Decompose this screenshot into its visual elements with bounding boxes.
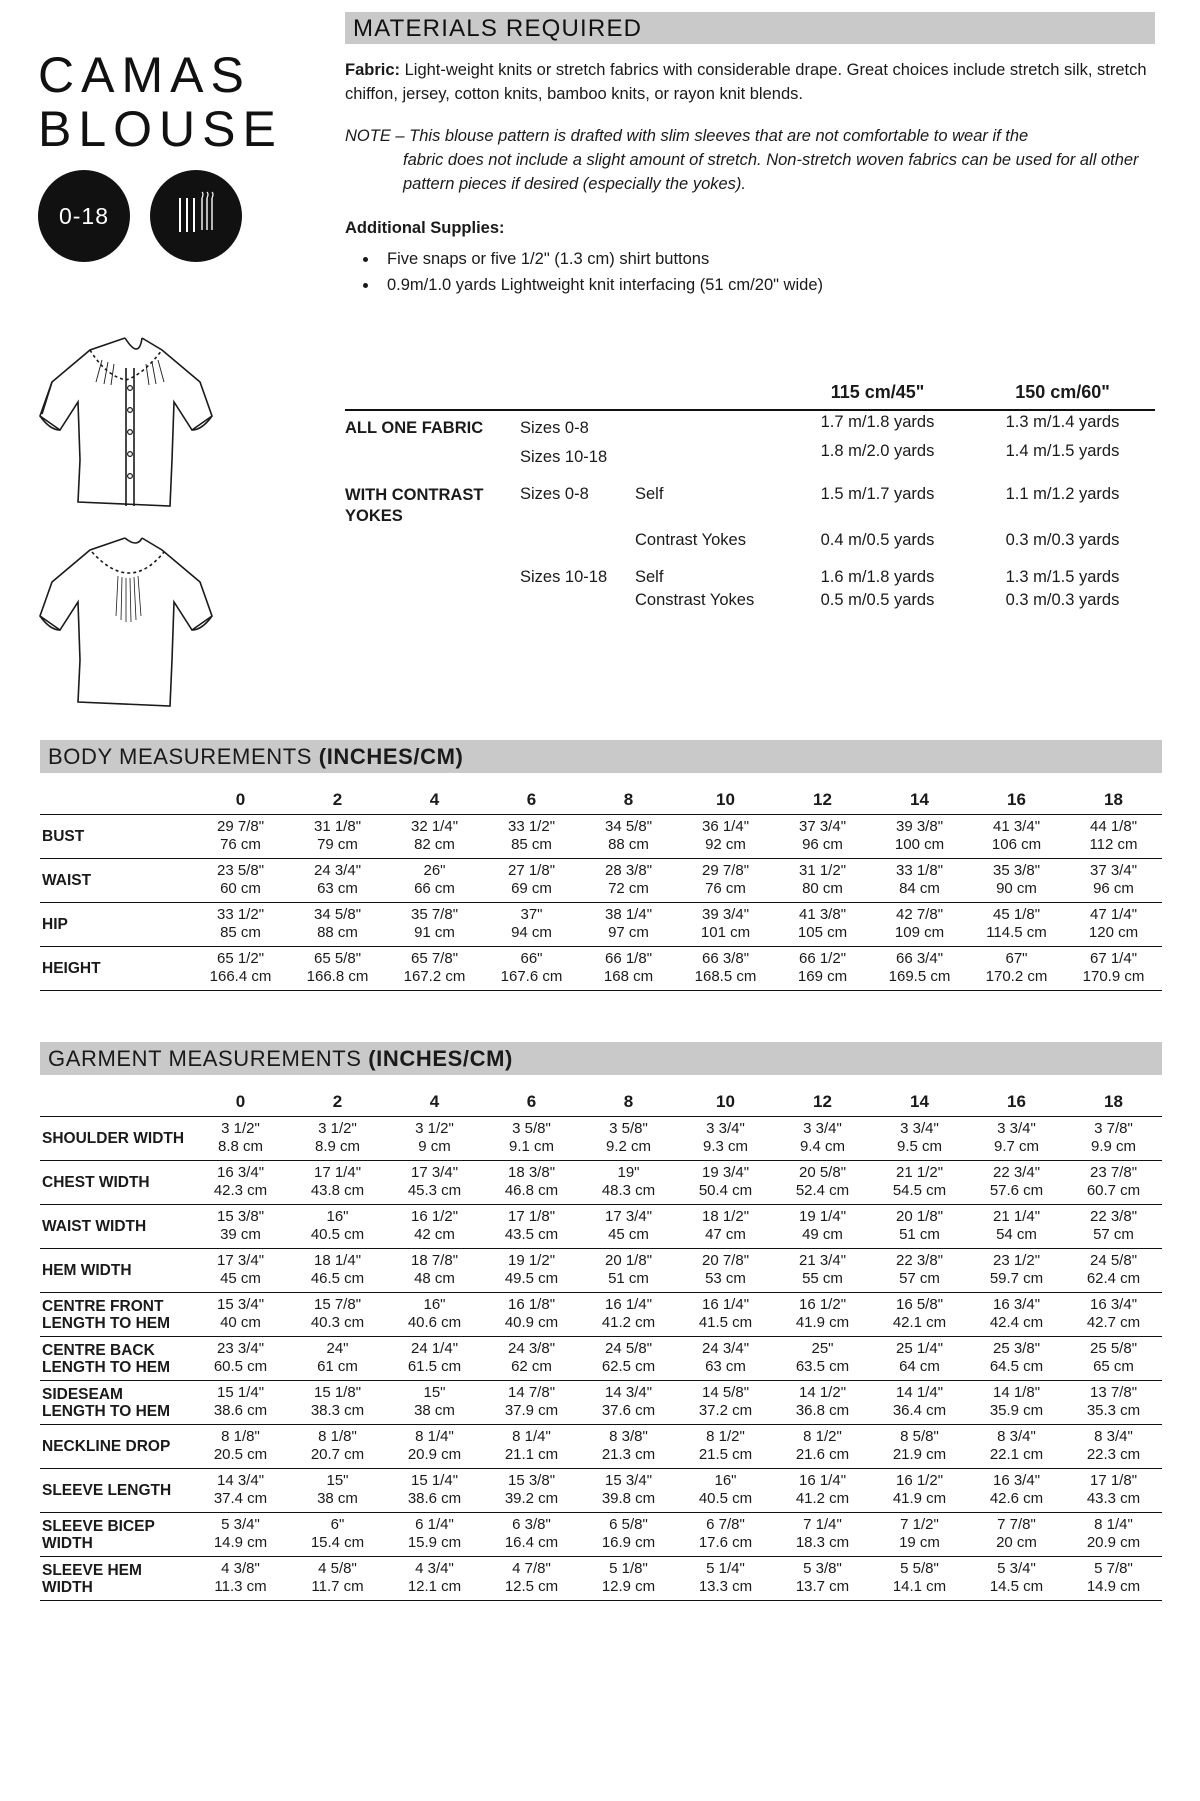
table-row: [345, 529, 1155, 552]
measurement-cell: 18 1/4" 46.5 cm: [289, 1249, 386, 1293]
measurement-cell: 16 1/4" 41.2 cm: [580, 1293, 677, 1337]
body-measurements-heading: [40, 740, 1162, 770]
measurement-cell: 17 3/4" 45 cm: [580, 1205, 677, 1249]
yardage-115: 1.7 m/1.8 yards: [785, 410, 970, 440]
measurement-cell: 25 1/4" 64 cm: [871, 1337, 968, 1381]
measurement-cell: 20 7/8" 53 cm: [677, 1249, 774, 1293]
measurement-cell: 38 1/4" 97 cm: [580, 903, 677, 947]
measurement-row-label: SLEEVE BICEP WIDTH: [40, 1513, 192, 1557]
measurement-cell: 7 7/8" 20 cm: [968, 1513, 1065, 1557]
size-header: 14: [910, 1092, 929, 1111]
measurement-cell: 34 5/8" 88 cm: [289, 903, 386, 947]
measurement-cell: 29 7/8" 76 cm: [677, 859, 774, 903]
yardage-kind: Contrast Yokes: [635, 531, 746, 549]
measurement-cell: 8 1/2" 21.5 cm: [677, 1425, 774, 1469]
measurement-row-label: CENTRE FRONT LENGTH TO HEM: [40, 1293, 192, 1337]
measurement-row-label: NECKLINE DROP: [40, 1425, 192, 1469]
measurement-cell: 3 3/4" 9.3 cm: [677, 1117, 774, 1161]
yardage-115: 0.5 m/0.5 yards: [820, 591, 935, 609]
table-row: [40, 1161, 1162, 1205]
measurement-cell: 25 3/8" 64.5 cm: [968, 1337, 1065, 1381]
measurement-cell: 3 1/2" 9 cm: [386, 1117, 483, 1161]
yardage-sizes: Sizes 0-8: [520, 410, 635, 440]
measurement-cell: 16" 40.5 cm: [677, 1469, 774, 1513]
garment-measurements-heading-units: (INCHES/CM): [368, 1046, 513, 1071]
measurement-cell: 8 1/4" 21.1 cm: [483, 1425, 580, 1469]
size-header: 2: [332, 790, 343, 809]
body-measurements-band: [40, 740, 1162, 773]
measurement-cell: 28 3/8" 72 cm: [580, 859, 677, 903]
measurement-cell: 16 3/4" 42.7 cm: [1065, 1293, 1162, 1337]
size-header: 6: [526, 1092, 537, 1111]
measurement-cell: 16 1/2" 41.9 cm: [774, 1293, 871, 1337]
size-header: 18: [1104, 1092, 1123, 1111]
measurement-cell: 13 7/8" 35.3 cm: [1065, 1381, 1162, 1425]
measurement-cell: 18 7/8" 48 cm: [386, 1249, 483, 1293]
measurement-cell: 15 3/8" 39 cm: [192, 1205, 289, 1249]
measurement-cell: 6" 15.4 cm: [289, 1513, 386, 1557]
size-header: 0: [235, 1092, 246, 1111]
measurement-cell: 3 7/8" 9.9 cm: [1065, 1117, 1162, 1161]
measurement-cell: 45 1/8" 114.5 cm: [968, 903, 1065, 947]
table-row: [40, 1117, 1162, 1161]
yardage-row-label: WITH CONTRAST YOKES: [345, 486, 484, 525]
measurement-cell: 8 1/2" 21.6 cm: [774, 1425, 871, 1469]
table-row: [40, 815, 1162, 859]
measurement-cell: 35 7/8" 91 cm: [386, 903, 483, 947]
measurement-cell: 66 3/4" 169.5 cm: [871, 947, 968, 991]
measurement-cell: 6 5/8" 16.9 cm: [580, 1513, 677, 1557]
size-range-badge: [38, 170, 130, 262]
garment-size-header-row: [40, 1087, 1162, 1117]
measurement-cell: 42 7/8" 109 cm: [871, 903, 968, 947]
brand-title: [38, 48, 308, 156]
yardage-row-label: ALL ONE FABRIC: [345, 410, 520, 440]
measurement-cell: 15 7/8" 40.3 cm: [289, 1293, 386, 1337]
table-row: [40, 1469, 1162, 1513]
garment-measurements-body: [40, 1117, 1162, 1601]
brand-line-2: BLOUSE: [38, 101, 283, 157]
table-row: [40, 1381, 1162, 1425]
measurement-cell: 16 1/2" 42 cm: [386, 1205, 483, 1249]
measurement-cell: 15 1/8" 38.3 cm: [289, 1381, 386, 1425]
measurement-cell: 37 3/4" 96 cm: [1065, 859, 1162, 903]
measurement-cell: 16 3/4" 42.6 cm: [968, 1469, 1065, 1513]
note-first-line: NOTE – This blouse pattern is drafted with slim sleeves that are not comfortable to wear if the: [345, 127, 1029, 145]
measurement-cell: 7 1/2" 19 cm: [871, 1513, 968, 1557]
measurement-cell: 17 1/4" 43.8 cm: [289, 1161, 386, 1205]
yardage-150: 1.4 m/1.5 yards: [1005, 442, 1120, 460]
fabric-label: Fabric:: [345, 61, 401, 79]
measurement-cell: 14 1/2" 36.8 cm: [774, 1381, 871, 1425]
size-header: 0: [235, 790, 246, 809]
table-row: [40, 1293, 1162, 1337]
measurement-row-label: BUST: [40, 815, 192, 859]
measurement-cell: 27 1/8" 69 cm: [483, 859, 580, 903]
measurement-cell: 21 1/4" 54 cm: [968, 1205, 1065, 1249]
measurement-cell: 8 3/8" 21.3 cm: [580, 1425, 677, 1469]
measurement-row-label: HIP: [40, 903, 192, 947]
measurement-cell: 17 1/8" 43.3 cm: [1065, 1469, 1162, 1513]
yardage-sizes: Sizes 10-18: [520, 568, 608, 586]
measurement-cell: 19 1/2" 49.5 cm: [483, 1249, 580, 1293]
measurement-cell: 47 1/4" 120 cm: [1065, 903, 1162, 947]
garment-measurements-band: [40, 1042, 1162, 1075]
measurement-cell: 67 1/4" 170.9 cm: [1065, 947, 1162, 991]
measurement-row-label: SLEEVE LENGTH: [40, 1469, 192, 1513]
measurement-cell: 24 3/4" 63 cm: [677, 1337, 774, 1381]
measurement-row-label: SLEEVE HEM WIDTH: [40, 1557, 192, 1601]
measurement-cell: 21 1/2" 54.5 cm: [871, 1161, 968, 1205]
measurement-cell: 5 5/8" 14.1 cm: [871, 1557, 968, 1601]
measurement-cell: 6 7/8" 17.6 cm: [677, 1513, 774, 1557]
measurement-cell: 15 1/4" 38.6 cm: [386, 1469, 483, 1513]
measurement-cell: 15" 38 cm: [386, 1381, 483, 1425]
measurement-cell: 8 3/4" 22.3 cm: [1065, 1425, 1162, 1469]
measurement-cell: 39 3/8" 100 cm: [871, 815, 968, 859]
size-header: 18: [1104, 790, 1123, 809]
measurement-cell: 39 3/4" 101 cm: [677, 903, 774, 947]
yardage-150: 0.3 m/0.3 yards: [1005, 591, 1120, 609]
measurement-cell: 33 1/2" 85 cm: [192, 903, 289, 947]
measurement-cell: 20 1/8" 51 cm: [580, 1249, 677, 1293]
yardage-table: [345, 380, 1155, 612]
measurement-cell: 22 3/8" 57 cm: [871, 1249, 968, 1293]
measurement-cell: 15 3/4" 39.8 cm: [580, 1469, 677, 1513]
measurement-cell: 18 1/2" 47 cm: [677, 1205, 774, 1249]
measurement-cell: 8 1/4" 20.9 cm: [1065, 1513, 1162, 1557]
measurement-cell: 31 1/8" 79 cm: [289, 815, 386, 859]
measurement-cell: 14 7/8" 37.9 cm: [483, 1381, 580, 1425]
yardage-150: 1.3 m/1.4 yards: [970, 410, 1155, 440]
measurement-cell: 17 1/8" 43.5 cm: [483, 1205, 580, 1249]
yardage-kind: Self: [635, 568, 664, 586]
measurement-cell: 16 1/4" 41.5 cm: [677, 1293, 774, 1337]
yardage-kind: Constrast Yokes: [635, 591, 755, 609]
measurement-cell: 7 1/4" 18.3 cm: [774, 1513, 871, 1557]
measurement-cell: 22 3/4" 57.6 cm: [968, 1161, 1065, 1205]
measurement-row-label: CHEST WIDTH: [40, 1161, 192, 1205]
measurement-cell: 4 7/8" 12.5 cm: [483, 1557, 580, 1601]
size-header: 8: [623, 1092, 634, 1111]
yardage-150: 0.3 m/0.3 yards: [1005, 531, 1120, 549]
size-header: 4: [429, 1092, 440, 1111]
measurement-cell: 19 3/4" 50.4 cm: [677, 1161, 774, 1205]
yardage-115: 0.4 m/0.5 yards: [820, 531, 935, 549]
size-header: 14: [910, 790, 929, 809]
size-header: 6: [526, 790, 537, 809]
measurement-cell: 19" 48.3 cm: [580, 1161, 677, 1205]
measurement-cell: 3 3/4" 9.4 cm: [774, 1117, 871, 1161]
measurement-cell: 3 1/2" 8.9 cm: [289, 1117, 386, 1161]
measurement-cell: 15 3/4" 40 cm: [192, 1293, 289, 1337]
measurement-cell: 17 3/4" 45.3 cm: [386, 1161, 483, 1205]
table-row: [40, 859, 1162, 903]
measurement-cell: 22 3/8" 57 cm: [1065, 1205, 1162, 1249]
yardage-sizes: Sizes 10-18: [520, 448, 608, 466]
measurement-row-label: WAIST: [40, 859, 192, 903]
measurement-cell: 20 5/8" 52.4 cm: [774, 1161, 871, 1205]
measurement-cell: 20 1/8" 51 cm: [871, 1205, 968, 1249]
body-size-header-row: [40, 785, 1162, 815]
measurement-cell: 16 3/4" 42.3 cm: [192, 1161, 289, 1205]
measurement-row-label: HEIGHT: [40, 947, 192, 991]
yardage-sizes: Sizes 0-8: [520, 485, 589, 503]
measurement-cell: 16" 40.6 cm: [386, 1293, 483, 1337]
materials-body: [345, 58, 1165, 298]
measurement-cell: 25 5/8" 65 cm: [1065, 1337, 1162, 1381]
brand-line-1: CAMAS: [38, 47, 251, 103]
additional-supplies-heading: Additional Supplies:: [345, 219, 505, 237]
measurement-cell: 5 7/8" 14.9 cm: [1065, 1557, 1162, 1601]
yardage-150: 1.3 m/1.5 yards: [1005, 568, 1120, 586]
measurement-cell: 24 5/8" 62.4 cm: [1065, 1249, 1162, 1293]
materials-required-band: [345, 12, 1155, 44]
measurement-cell: 17 3/4" 45 cm: [192, 1249, 289, 1293]
measurement-cell: 41 3/8" 105 cm: [774, 903, 871, 947]
measurement-cell: 24 5/8" 62.5 cm: [580, 1337, 677, 1381]
measurement-cell: 19 1/4" 49 cm: [774, 1205, 871, 1249]
table-row: [40, 1337, 1162, 1381]
measurement-cell: 24 1/4" 61.5 cm: [386, 1337, 483, 1381]
measurement-cell: 66 1/2" 169 cm: [774, 947, 871, 991]
measurement-cell: 8 1/4" 20.9 cm: [386, 1425, 483, 1469]
yardage-115: 1.6 m/1.8 yards: [820, 568, 935, 586]
yardage-150: 1.1 m/1.2 yards: [1005, 485, 1120, 503]
table-row: [40, 1557, 1162, 1601]
measurement-cell: 18 3/8" 46.8 cm: [483, 1161, 580, 1205]
garment-measurements-heading: [40, 1042, 1162, 1072]
table-row: [40, 1425, 1162, 1469]
body-measurements-body: [40, 815, 1162, 991]
table-row: [40, 903, 1162, 947]
list-item: • Five snaps or five 1/2" (1.3 cm) shirt buttons: [379, 246, 1165, 272]
measurement-cell: 23 5/8" 60 cm: [192, 859, 289, 903]
measurement-cell: 41 3/4" 106 cm: [968, 815, 1065, 859]
measurement-cell: 15 3/8" 39.2 cm: [483, 1469, 580, 1513]
measurement-row-label: SIDESEAM LENGTH TO HEM: [40, 1381, 192, 1425]
badge-group: [38, 170, 242, 262]
measurement-cell: 3 5/8" 9.1 cm: [483, 1117, 580, 1161]
yardage-kind: Self: [635, 485, 664, 503]
garment-measurements-heading-main: GARMENT MEASUREMENTS: [48, 1046, 369, 1071]
measurement-cell: 8 1/8" 20.5 cm: [192, 1425, 289, 1469]
size-header: 2: [332, 1092, 343, 1111]
yardage-115: 1.5 m/1.7 yards: [820, 485, 935, 503]
size-header: 12: [813, 1092, 832, 1111]
measurement-cell: 5 1/4" 13.3 cm: [677, 1557, 774, 1601]
measurement-cell: 14 1/4" 36.4 cm: [871, 1381, 968, 1425]
measurement-cell: 5 3/4" 14.9 cm: [192, 1513, 289, 1557]
yardage-col-115: 115 cm/45": [830, 382, 925, 402]
measurement-cell: 23 1/2" 59.7 cm: [968, 1249, 1065, 1293]
size-header: 4: [429, 790, 440, 809]
size-header: 10: [716, 790, 735, 809]
table-row: [40, 1249, 1162, 1293]
measurement-cell: 23 3/4" 60.5 cm: [192, 1337, 289, 1381]
size-header: 12: [813, 790, 832, 809]
measurement-cell: 24 3/4" 63 cm: [289, 859, 386, 903]
measurement-cell: 5 3/4" 14.5 cm: [968, 1557, 1065, 1601]
table-row: [345, 440, 1155, 469]
note-rest: fabric does not include a slight amount of stretch. Non-stretch woven fabrics can be used for all other pattern pieces if desired (especially the yokes).: [403, 151, 1139, 193]
measurement-cell: 16 3/4" 42.4 cm: [968, 1293, 1065, 1337]
materials-required-heading: MATERIALS REQUIRED: [353, 15, 643, 42]
measurement-cell: 37 3/4" 96 cm: [774, 815, 871, 859]
measurement-cell: 6 3/8" 16.4 cm: [483, 1513, 580, 1557]
measurement-cell: 8 3/4" 22.1 cm: [968, 1425, 1065, 1469]
measurement-cell: 3 5/8" 9.2 cm: [580, 1117, 677, 1161]
measurement-cell: 16 1/2" 41.9 cm: [871, 1469, 968, 1513]
measurement-cell: 66 3/8" 168.5 cm: [677, 947, 774, 991]
measurement-cell: 16 1/4" 41.2 cm: [774, 1469, 871, 1513]
measurement-cell: 37" 94 cm: [483, 903, 580, 947]
table-row: [40, 1205, 1162, 1249]
measurement-cell: 33 1/2" 85 cm: [483, 815, 580, 859]
measurement-cell: 4 3/8" 11.3 cm: [192, 1557, 289, 1601]
yardage-115: 1.8 m/2.0 yards: [820, 442, 935, 460]
measurement-cell: 5 1/8" 12.9 cm: [580, 1557, 677, 1601]
measurement-cell: 35 3/8" 90 cm: [968, 859, 1065, 903]
measurement-cell: 16" 40.5 cm: [289, 1205, 386, 1249]
measurement-cell: 34 5/8" 88 cm: [580, 815, 677, 859]
size-range-label: 0-18: [58, 202, 110, 229]
measurement-row-label: WAIST WIDTH: [40, 1205, 192, 1249]
measurement-row-label: CENTRE BACK LENGTH TO HEM: [40, 1337, 192, 1381]
measurement-cell: 16 1/8" 40.9 cm: [483, 1293, 580, 1337]
measurement-cell: 16 5/8" 42.1 cm: [871, 1293, 968, 1337]
yardage-sizes: [520, 589, 635, 612]
table-row: [345, 589, 1155, 612]
table-row: [40, 1513, 1162, 1557]
table-row: [345, 469, 1155, 529]
body-measurements-heading-main: BODY MEASUREMENTS: [48, 744, 319, 769]
measurement-cell: 26" 66 cm: [386, 859, 483, 903]
measurement-cell: 6 1/4" 15.9 cm: [386, 1513, 483, 1557]
table-row: [345, 410, 1155, 440]
measurement-cell: 15 1/4" 38.6 cm: [192, 1381, 289, 1425]
garment-measurements-table: [40, 1087, 1162, 1601]
measurement-cell: 65 1/2" 166.4 cm: [192, 947, 289, 991]
table-row: [345, 552, 1155, 589]
measurement-cell: 14 3/4" 37.4 cm: [192, 1469, 289, 1513]
measurement-cell: 3 1/2" 8.8 cm: [192, 1117, 289, 1161]
measurement-cell: 32 1/4" 82 cm: [386, 815, 483, 859]
yardage-col-150: 150 cm/60": [1015, 382, 1110, 402]
measurement-cell: 5 3/8" 13.7 cm: [774, 1557, 871, 1601]
measurement-row-label: HEM WIDTH: [40, 1249, 192, 1293]
measurement-cell: 15" 38 cm: [289, 1469, 386, 1513]
fabric-text: Light-weight knits or stretch fabrics with considerable drape. Great choices include stretch silk, stretch chiffon, jersey, cotton knits, bamboo knits, or rayon knit blends.: [345, 61, 1147, 103]
measurement-cell: 33 1/8" 84 cm: [871, 859, 968, 903]
size-header: 10: [716, 1092, 735, 1111]
note-paragraph: [345, 124, 1165, 196]
measurement-cell: 31 1/2" 80 cm: [774, 859, 871, 903]
measurement-cell: 36 1/4" 92 cm: [677, 815, 774, 859]
measurement-cell: 14 1/8" 35.9 cm: [968, 1381, 1065, 1425]
measurement-cell: 14 5/8" 37.2 cm: [677, 1381, 774, 1425]
yardage-kind: [635, 410, 785, 440]
body-measurements-table: [40, 785, 1162, 991]
measurement-cell: 66" 167.6 cm: [483, 947, 580, 991]
measurement-cell: 29 7/8" 76 cm: [192, 815, 289, 859]
needles-icon: [150, 170, 242, 262]
measurement-cell: 65 5/8" 166.8 cm: [289, 947, 386, 991]
measurement-cell: 65 7/8" 167.2 cm: [386, 947, 483, 991]
measurement-cell: 8 5/8" 21.9 cm: [871, 1425, 968, 1469]
measurement-cell: 23 7/8" 60.7 cm: [1065, 1161, 1162, 1205]
measurement-cell: 25" 63.5 cm: [774, 1337, 871, 1381]
measurement-cell: 8 1/8" 20.7 cm: [289, 1425, 386, 1469]
fabric-paragraph: [345, 58, 1165, 106]
measurement-cell: 44 1/8" 112 cm: [1065, 815, 1162, 859]
body-measurements-heading-units: (INCHES/CM): [318, 744, 464, 769]
list-item: • 0.9m/1.0 yards Lightweight knit interfacing (51 cm/20" wide): [379, 272, 1165, 298]
yardage-header-row: [345, 380, 1155, 410]
measurement-cell: 66 1/8" 168 cm: [580, 947, 677, 991]
size-header: 16: [1007, 1092, 1026, 1111]
measurement-cell: 24 3/8" 62 cm: [483, 1337, 580, 1381]
additional-supplies-list: [345, 246, 1165, 298]
measurement-cell: 24" 61 cm: [289, 1337, 386, 1381]
measurement-cell: 67" 170.2 cm: [968, 947, 1065, 991]
measurement-cell: 4 5/8" 11.7 cm: [289, 1557, 386, 1601]
measurement-cell: 4 3/4" 12.1 cm: [386, 1557, 483, 1601]
yardage-sizes: [520, 529, 635, 552]
yardage-kind: [635, 440, 785, 469]
size-header: 16: [1007, 790, 1026, 809]
table-row: [40, 947, 1162, 991]
measurement-cell: 3 3/4" 9.7 cm: [968, 1117, 1065, 1161]
measurement-row-label: SHOULDER WIDTH: [40, 1117, 192, 1161]
measurement-cell: 14 3/4" 37.6 cm: [580, 1381, 677, 1425]
measurement-cell: 21 3/4" 55 cm: [774, 1249, 871, 1293]
measurement-cell: 3 3/4" 9.5 cm: [871, 1117, 968, 1161]
size-header: 8: [623, 790, 634, 809]
